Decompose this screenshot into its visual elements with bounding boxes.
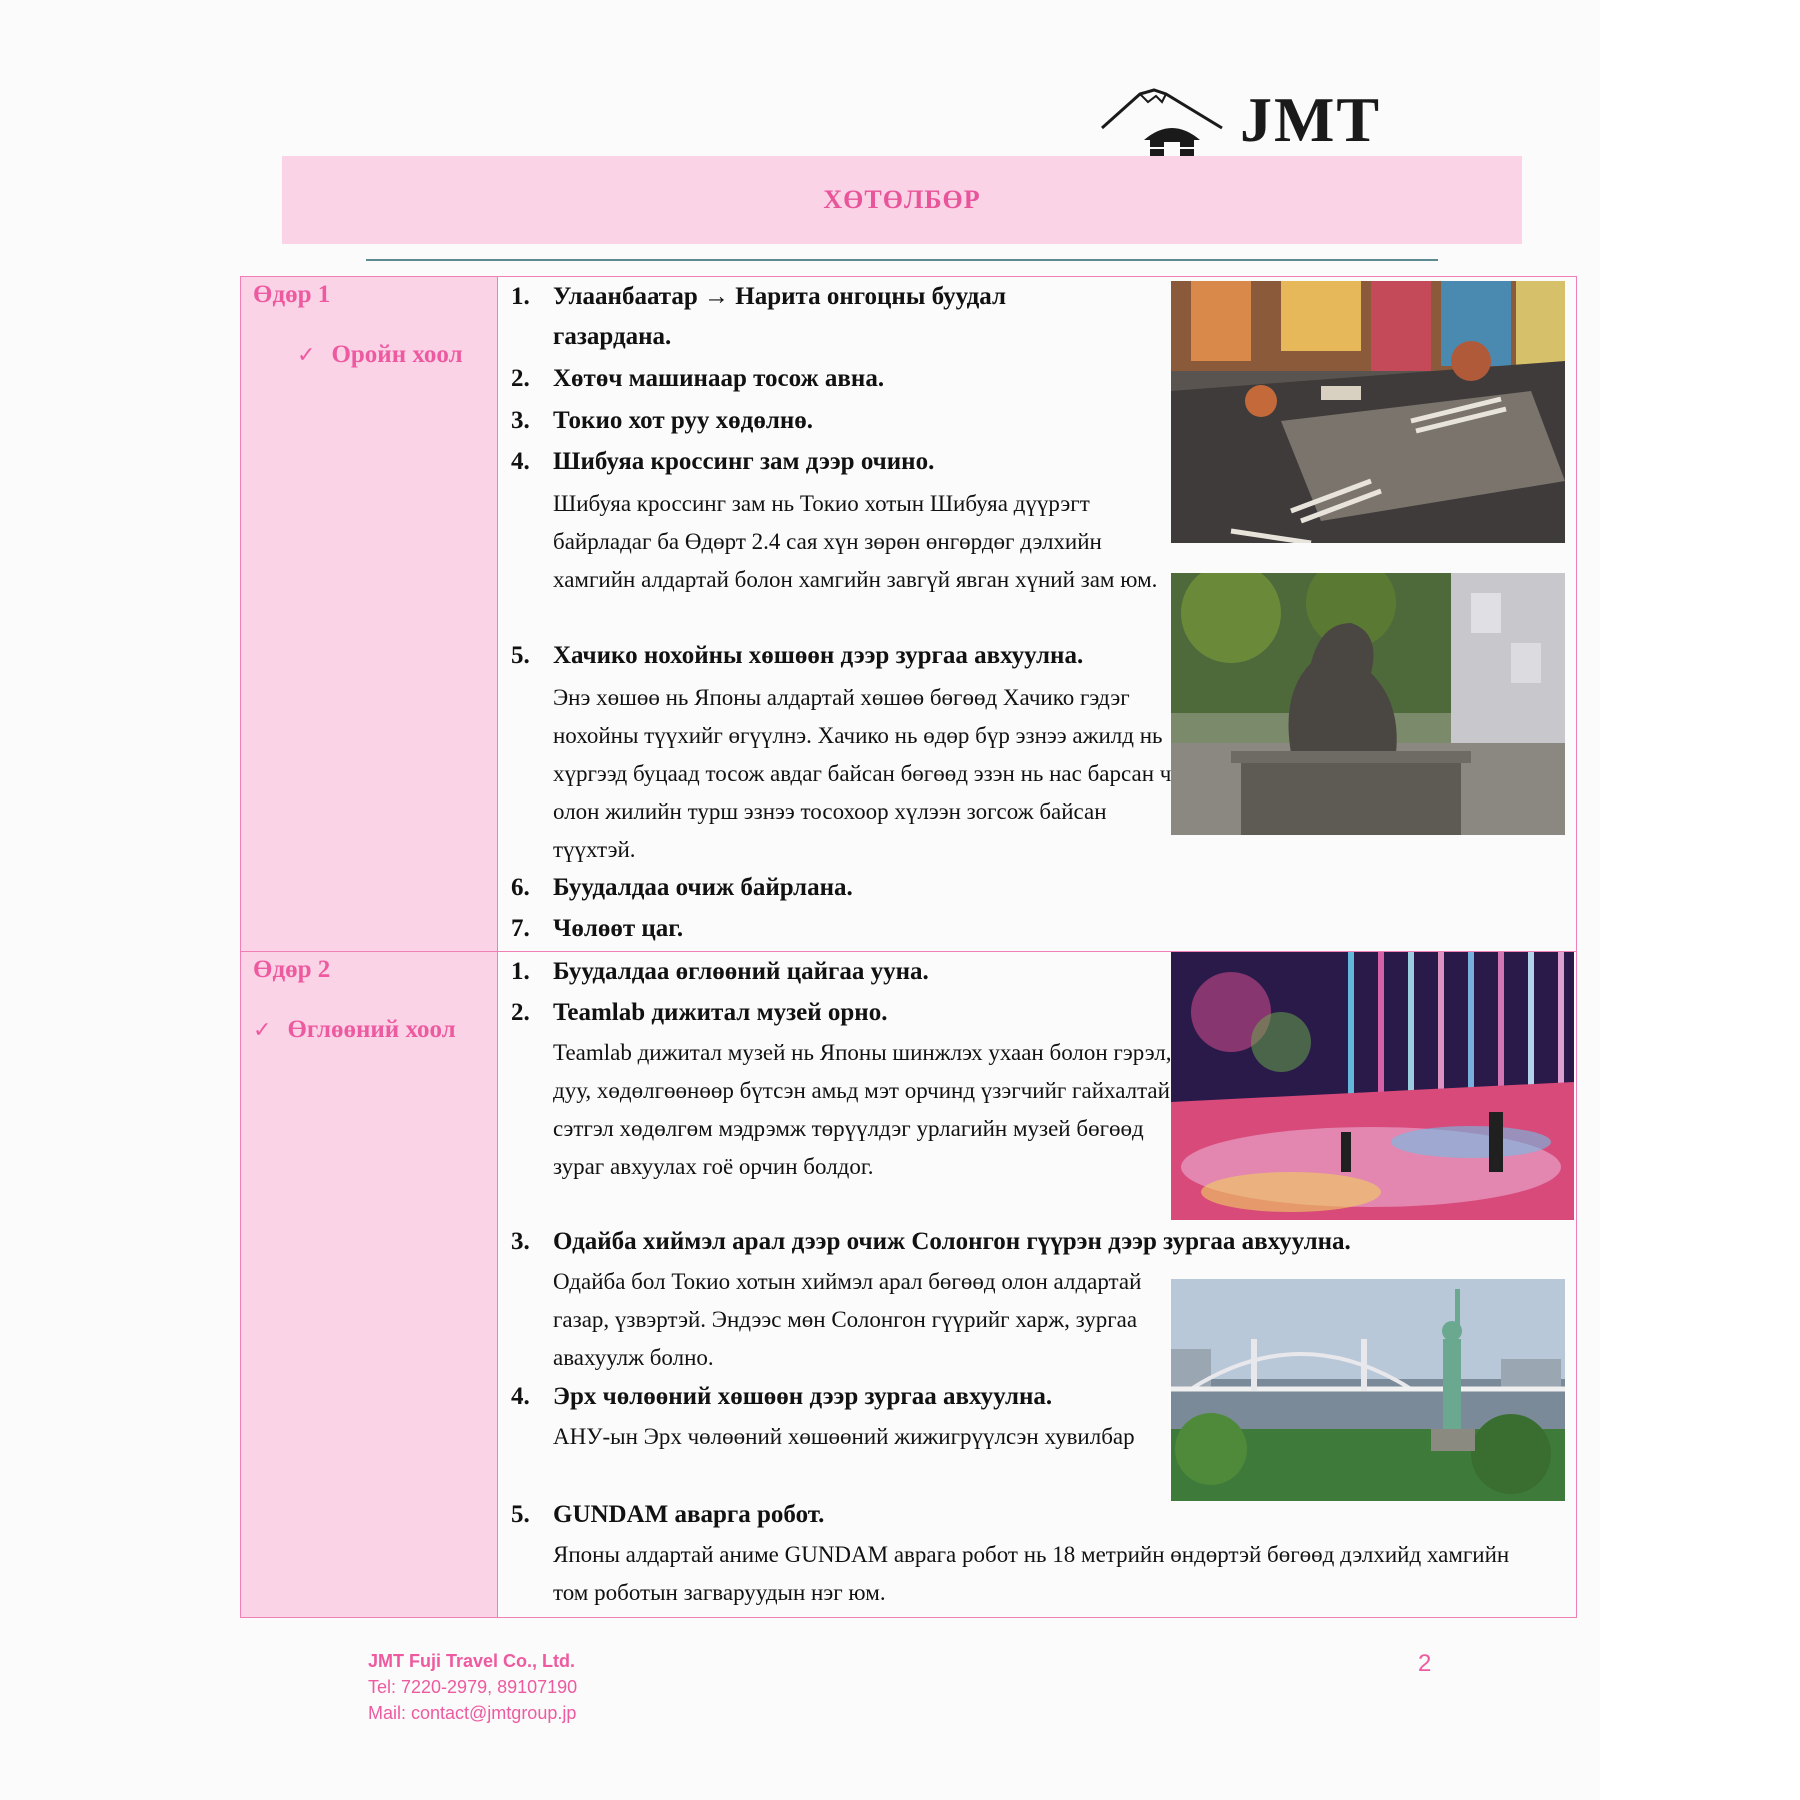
item-text: Токио хот руу хөдөлнө. bbox=[553, 407, 814, 434]
logo-text: JMT bbox=[1240, 84, 1382, 155]
page-number: 2 bbox=[1418, 1650, 1432, 1677]
header-banner bbox=[282, 156, 1522, 244]
header-divider bbox=[366, 259, 1438, 261]
item-text: Хачико нохойны хөшөөн дээр зургаа авхуулна. bbox=[553, 642, 1084, 669]
item-number: 2. bbox=[511, 365, 530, 392]
day-1-item-4-desc: Шибуяа кроссинг зам нь Токио хотын Шибуяа дүүрэгт байрладаг ба Өдөрт 2.4 сая хүн зөрөн өнгөрдөг дэлхийн хамгийн алдартай болон хамгийн завгүй явган хүний зам юм. bbox=[553, 491, 1158, 592]
day-2-meal bbox=[253, 1016, 456, 1044]
day-1-item-3 bbox=[511, 401, 813, 441]
mountain-ger-icon bbox=[1100, 80, 1230, 160]
item-text: Одайба хиймэл арал дээр очиж Солонгон гүүрэн дээр зургаа авхуулна. bbox=[553, 1228, 1351, 1255]
odaiba-liberty-photo bbox=[1171, 1279, 1565, 1501]
day-2-item-4-desc: АНУ-ын Эрх чөлөөний хөшөөний жижигрүүлсэн хувилбар bbox=[553, 1424, 1135, 1449]
day-2-item-3-desc: Одайба бол Токио хотын хиймэл арал бөгөөд олон алдартай газар, үзвэртэй. Эндээс мөн Солонгон гүүрийг харж, зургаа авахуулж болно. bbox=[553, 1269, 1142, 1370]
day-1-label: Өдөр 1 bbox=[253, 281, 331, 308]
hachiko-statue-photo bbox=[1171, 573, 1565, 835]
footer-tel: Tel: 7220-2979, 89107190 bbox=[368, 1677, 578, 1697]
day-2-item-1 bbox=[511, 952, 929, 992]
page-margin bbox=[1600, 0, 1800, 1800]
item-text: Шибуяа кроссинг зам дээр очино. bbox=[553, 448, 935, 475]
teamlab-museum-photo bbox=[1171, 952, 1574, 1220]
day-1-item-5 bbox=[511, 636, 1083, 676]
page-title: ХӨТӨЛБӨР bbox=[823, 185, 981, 214]
item-number: 7. bbox=[511, 915, 530, 942]
day-2-cell bbox=[241, 952, 498, 1617]
day-2-row bbox=[241, 952, 1576, 1617]
itinerary-table bbox=[240, 276, 1577, 1618]
day-2-item-3 bbox=[511, 1222, 1351, 1262]
item-text-cont: газардана. bbox=[553, 323, 672, 350]
item-text: GUNDAM аварга робот. bbox=[553, 1501, 825, 1528]
item-text: Чөлөөт цаг. bbox=[553, 915, 684, 942]
item-number: 4. bbox=[511, 1383, 530, 1410]
day-1-item-7 bbox=[511, 909, 683, 949]
item-number: 4. bbox=[511, 448, 530, 475]
day-2-item-2 bbox=[511, 993, 887, 1033]
item-number: 3. bbox=[511, 407, 530, 434]
day-2-item-2-desc: Teamlab дижитал музей нь Японы шинжлэх ухаан болон гэрэл, дуу, хөдөлгөөнөөр бүтсэн амьд мэт орчинд үзэгчийг гайхалтай сэтгэл хөдөлгөм мэдрэмж төрүүлдэг урлагийн музей бөгөөд зураг авхуулах гоё орчин болдог. bbox=[553, 1040, 1172, 1179]
item-number: 3. bbox=[511, 1228, 530, 1255]
day-1-cell bbox=[241, 277, 498, 951]
day-1-item-5-desc: Энэ хөшөө нь Японы алдартай хөшөө бөгөөд Хачико гэдэг нохойны түүхийг өгүүлнэ. Хачико нь өдөр бүр эзнээ ажилд нь хүргээд буцаад тосож авдаг байсан бөгөөд эзэн нь нас барсан ч олон жилийн турш эзнээ тосохоор хүлээн зогсож байсан түүхтэй. bbox=[553, 685, 1172, 862]
item-text: Буудалдаа очиж байрлана. bbox=[553, 874, 853, 901]
day-1-meal bbox=[297, 341, 463, 369]
item-text: Улаанбаатар → Нарита онгоцны буудал bbox=[553, 283, 1006, 310]
item-number: 1. bbox=[511, 958, 530, 985]
item-number: 1. bbox=[511, 283, 530, 310]
item-number: 2. bbox=[511, 999, 530, 1026]
footer-contact bbox=[368, 1648, 577, 1726]
item-number: 5. bbox=[511, 1501, 530, 1528]
day-1-item-1 bbox=[511, 277, 1151, 357]
day-1-item-2 bbox=[511, 359, 884, 399]
item-text: Хөтөч машинаар тосож авна. bbox=[553, 365, 885, 392]
footer-company: JMT Fuji Travel Co., Ltd. bbox=[368, 1651, 576, 1671]
day-1-item-4 bbox=[511, 442, 934, 482]
day-2-meal-label: Өглөөний хоол bbox=[287, 1016, 456, 1043]
day-2-item-4 bbox=[511, 1377, 1052, 1417]
footer-mail[interactable]: Mail: contact@jmtgroup.jp bbox=[368, 1703, 577, 1723]
item-text: Буудалдаа өглөөний цайгаа ууна. bbox=[553, 958, 929, 985]
item-text: Teamlab дижитал музей орно. bbox=[553, 999, 888, 1026]
jmt-logo bbox=[1100, 80, 1390, 160]
day-2-item-5-desc: Японы алдартай аниме GUNDAM аврага робот нь 18 метрийн өндөртэй бөгөөд дэлхийд хамгийн том роботын загваруудын нэг юм. bbox=[553, 1542, 1510, 1605]
day-1-row bbox=[241, 277, 1576, 952]
day-1-meal-label: Оройн хоол bbox=[331, 341, 463, 368]
item-number: 5. bbox=[511, 642, 530, 669]
item-number: 6. bbox=[511, 874, 530, 901]
shibuya-crossing-photo bbox=[1171, 281, 1565, 543]
checkmark-icon: ✓ bbox=[297, 343, 316, 368]
day-1-item-6 bbox=[511, 868, 853, 908]
item-text: Эрх чөлөөний хөшөөн дээр зургаа авхуулна. bbox=[553, 1383, 1053, 1410]
day-2-label: Өдөр 2 bbox=[253, 956, 331, 983]
day-2-item-5 bbox=[511, 1495, 824, 1535]
checkmark-icon: ✓ bbox=[253, 1018, 272, 1043]
